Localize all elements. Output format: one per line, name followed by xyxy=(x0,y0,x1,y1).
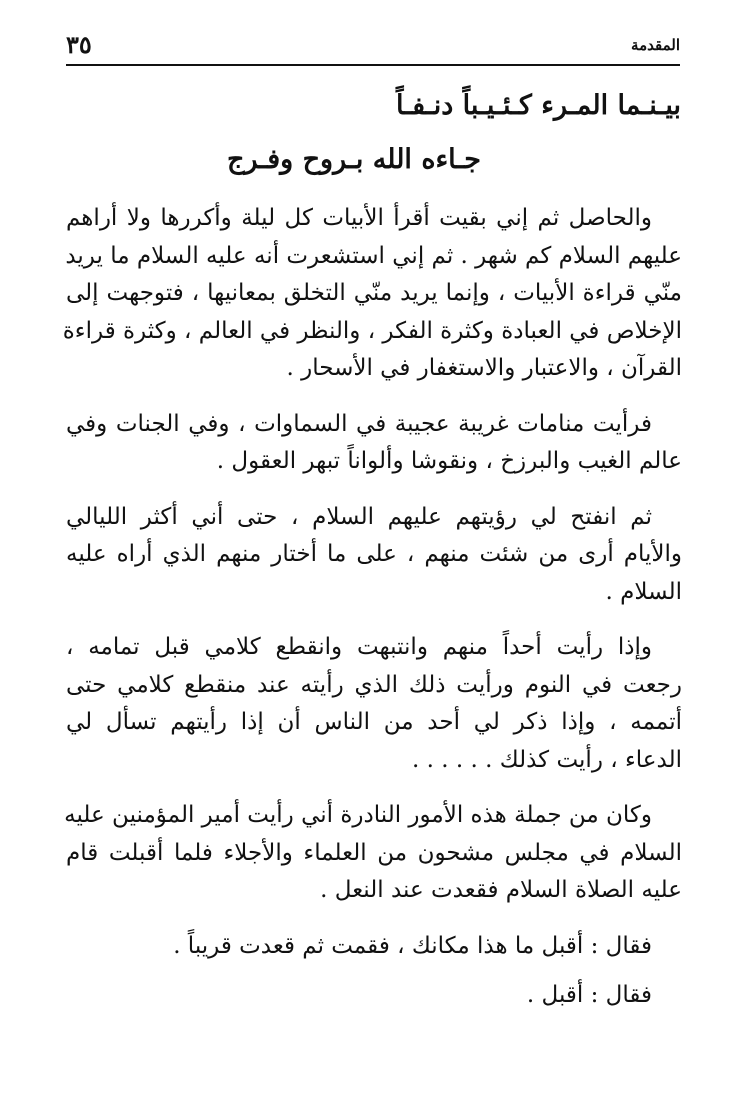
text-line: أتممه ، وإذا ذكر لي أحد من الناس أن إذا رأيتهم تسأل لي xyxy=(66,709,682,735)
text-line: القرآن ، والاعتبار والاستغفار في الأسحار . xyxy=(286,355,682,381)
text-line: والأيام أرى من شئت منهم ، على ما أختار منهم الذي أراه عليه xyxy=(66,541,682,567)
text-line: الدعاء ، رأيت كذلك . . . . . . xyxy=(411,746,682,773)
text-line: السلام في مجلس مشحون من العلماء والأجلاء فلما أقبلت قام xyxy=(66,839,682,866)
section-title: المقدمة xyxy=(631,36,680,54)
paragraph-6 xyxy=(66,928,682,966)
paragraph-4 xyxy=(66,629,682,779)
text-line: فقال : أقبل ما هذا مكانك ، فقمت ثم قعدت قريباً . xyxy=(173,932,652,959)
text-line: فرأيت منامات غريبة عجيبة في السماوات ، وفي الجنات وفي xyxy=(66,410,652,437)
running-header xyxy=(66,28,680,66)
text-line: عالم الغيب والبرزخ ، ونقوشا وألواناً تبهر العقول . xyxy=(216,448,682,474)
text-line: والحاصل ثم إني بقيت أقرأ الأبيات كل ليلة وأكررها ولا أراهم xyxy=(66,205,652,231)
paragraph-2 xyxy=(66,406,682,481)
verse-line-2: جـاءه الله بـروح وفـرج xyxy=(227,144,481,175)
text-line: وكان من جملة هذه الأمور النادرة أني رأيت أمير المؤمنين عليه xyxy=(64,802,652,828)
verse-line-1: بيـنـما المـرء كـئـيـباً دنـفـاً xyxy=(395,90,681,121)
paragraph-1 xyxy=(62,200,682,388)
text-line: عليه الصلاة السلام فقعدت عند النعل . xyxy=(320,877,682,903)
text-line: ثم انفتح لي رؤيتهم عليهم السلام ، حتى أني أكثر الليالي xyxy=(66,503,652,530)
text-line: الإخلاص في العبادة وكثرة الفكر ، والنظر في العالم ، وكثرة قراءة xyxy=(62,317,682,344)
text-line: عليهم السلام كم شهر . ثم إني استشعرت أنه عليه السلام ما يريد xyxy=(65,242,682,269)
paragraph-5 xyxy=(66,797,682,910)
paragraph-7 xyxy=(66,977,682,1015)
page-number: ٣٥ xyxy=(66,30,92,59)
text-line: رجعت في النوم ورأيت ذلك الذي رأيته عند منقطع كلامي حتى xyxy=(66,671,682,698)
text-line: منّي قراءة الأبيات ، وإنما يريد منّي التخلق بمعانيها ، فتوجهت إلى xyxy=(66,280,682,306)
text-line: السلام . xyxy=(605,578,682,605)
body-text xyxy=(62,200,682,1027)
paragraph-3 xyxy=(66,499,682,612)
text-line: فقال : أقبل . xyxy=(526,982,652,1008)
text-line: وإذا رأيت أحداً منهم وانتبهت وانقطع كلامي قبل تمامه ، xyxy=(66,634,652,660)
